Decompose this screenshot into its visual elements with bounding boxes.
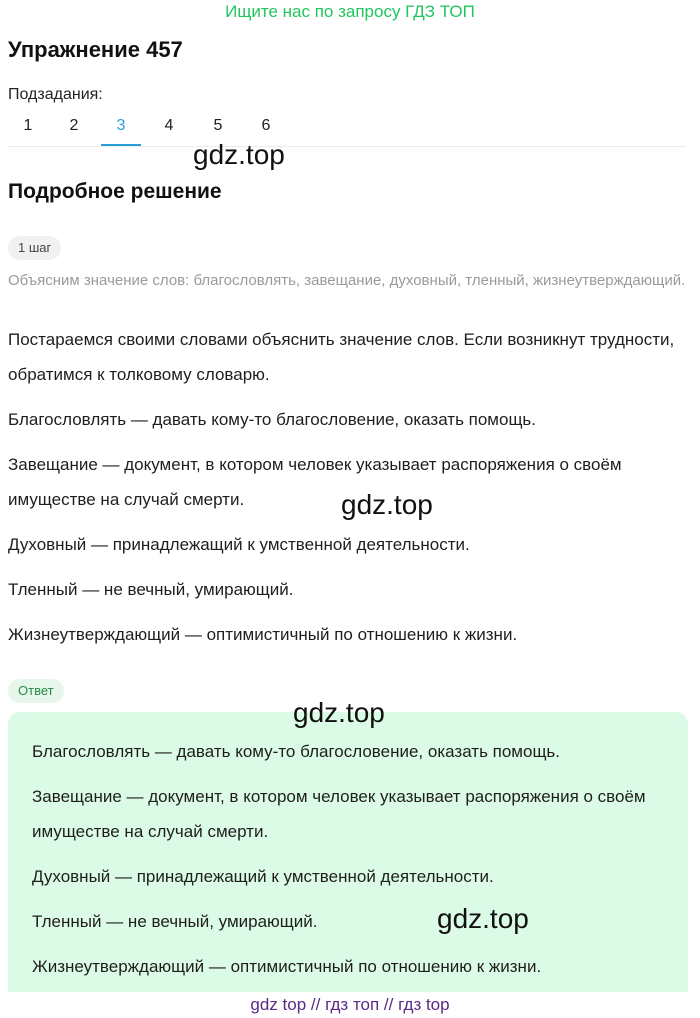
step-description: Объясним значение слов: благословлять, завещание, духовный, тленный, жизнеутверждающий. bbox=[8, 272, 686, 289]
subtask-tab-4[interactable]: 4 bbox=[164, 117, 174, 134]
promo-banner[interactable]: Ищите нас по запросу ГДЗ ТОП bbox=[225, 2, 475, 21]
subtask-tab-3[interactable]: 3 bbox=[101, 106, 141, 146]
answer-paragraph: Завещание — документ, в котором человек указывает распоряжения о своём имуществе на случай смерти. bbox=[32, 787, 646, 841]
subtask-tabs bbox=[8, 106, 686, 147]
subtask-tab-6[interactable]: 6 bbox=[261, 117, 271, 134]
subtask-tab-5[interactable]: 5 bbox=[213, 117, 223, 134]
answer-paragraph: Тленный — не вечный, умирающий. bbox=[32, 912, 318, 931]
answer-paragraph: Жизнеутверждающий — оптимистичный по отношению к жизни. bbox=[32, 957, 542, 976]
subtasks-label: Подзадания: bbox=[8, 86, 103, 103]
solution-paragraph: Постараемся своими словами объяснить значение слов. Если возникнут трудности, обратимся к толковому словарю. bbox=[8, 330, 675, 384]
watermark: gdz.top bbox=[437, 903, 529, 934]
watermark: gdz.top bbox=[341, 489, 433, 520]
footer-links[interactable]: gdz top // гдз топ // гдз top bbox=[250, 995, 450, 1014]
watermark: gdz.top bbox=[293, 697, 385, 728]
solution-paragraph: Жизнеутверждающий — оптимистичный по отношению к жизни. bbox=[8, 625, 518, 644]
answer-badge: Ответ bbox=[8, 679, 64, 703]
watermark: gdz.top bbox=[193, 139, 285, 170]
page-title: Упражнение 457 bbox=[8, 37, 183, 62]
solution-paragraph: Тленный — не вечный, умирающий. bbox=[8, 580, 294, 599]
subtask-tab-1[interactable]: 1 bbox=[23, 117, 33, 134]
answer-paragraph: Духовный — принадлежащий к умственной деятельности. bbox=[32, 867, 494, 886]
subtask-tab-2[interactable]: 2 bbox=[69, 117, 79, 134]
answer-box bbox=[8, 712, 688, 992]
solution-paragraph: Завещание — документ, в котором человек указывает распоряжения о своём имуществе на случай смерти. bbox=[8, 455, 622, 509]
solution-paragraph: Благословлять — давать кому-то благословение, оказать помощь. bbox=[8, 410, 537, 429]
solution-paragraph: Духовный — принадлежащий к умственной деятельности. bbox=[8, 535, 470, 554]
solution-heading: Подробное решение bbox=[8, 180, 222, 203]
answer-paragraph: Благословлять — давать кому-то благословение, оказать помощь. bbox=[32, 742, 561, 761]
step-badge: 1 шаг bbox=[8, 236, 61, 260]
